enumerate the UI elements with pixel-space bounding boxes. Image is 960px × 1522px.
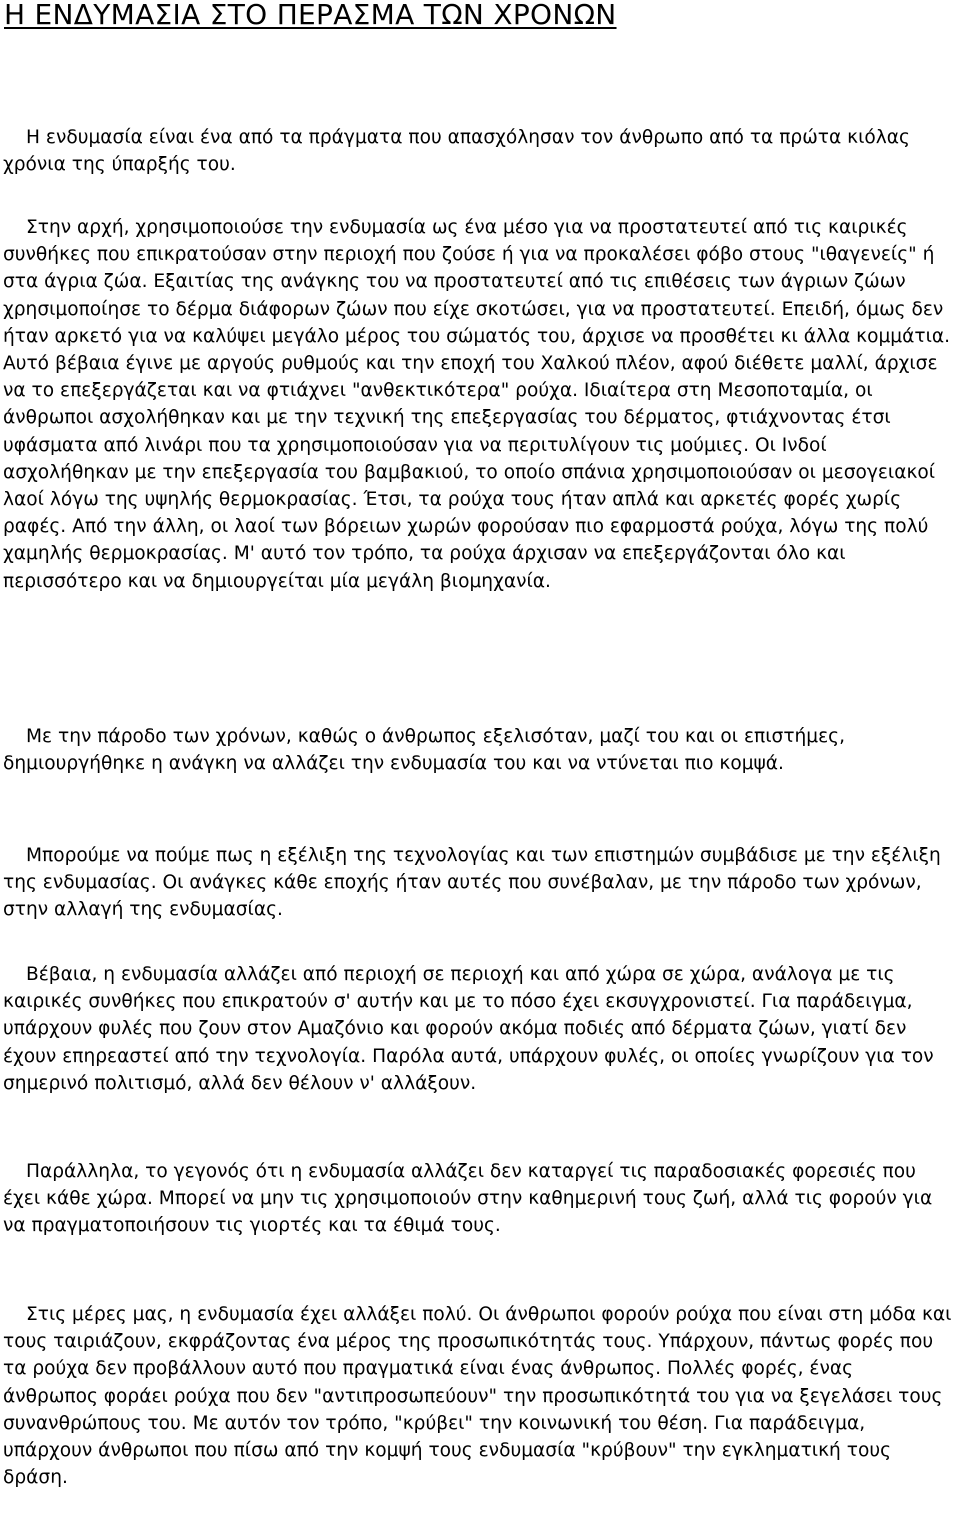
paragraph-traditional: Παράλληλα, το γεγονός ότι η ενδυμασία αλλάζει δεν καταργεί τις παραδοσιακές φορεσιές που έχει κάθε χώρα. Μπορεί να μην τις χρησιμοποιούν στην καθημερινή τους ζωή, αλλά τις φορούν για να πραγματοποιήσουν τις γιορτές και τα έθιμά τους. <box>3 1161 933 1237</box>
paragraph-intro: Η ενδυμασία είναι ένα από τα πράγματα που απασχόλησαν τον άνθρωπο από τα πρώτα κιόλας χρόνια της ύπαρξής του. <box>3 127 910 176</box>
document-title <box>4 0 744 32</box>
paragraph-technology: Μπορούμε να πούμε πως η εξέλιξη της τεχνολογίας και των επιστημών συμβάδισε με την εξέλιξη της ενδυμασίας. Οι ανάγκες κάθε εποχής ήταν αυτές που συνέβαλαν, με την πάροδο των χρόνων, στην αλλαγή της ενδυμασίας. <box>3 845 941 921</box>
paragraph-regions: Βέβαια, η ενδυμασία αλλάζει από περιοχή σε περιοχή και από χώρα σε χώρα, ανάλογα με τις καιρικές συνθήκες που επικρατούν σ' αυτήν και με το πόσο έχει εκσυγχρονιστεί. Για παράδειγμα, υπάρχουν φυλές που ζουν στον Αμαζόνιο και φορούν ακόμα ποδιές από δέρματα ζώων, γιατί δεν έχουν επηρεαστεί από την τεχνολογία. Παρόλα αυτά, υπάρχουν φυλές, οι οποίες γνωρίζουν για τον σημερινό πολιτισμό, αλλά δεν θέλουν ν' αλλάξουν. <box>3 964 934 1094</box>
paragraph-evolution: Με την πάροδο των χρόνων, καθώς ο άνθρωπος εξελισόταν, μαζί του και οι επιστήμες, δημιουργήθηκε η ανάγκη να αλλάζει την ενδυμασία του και να ντύνεται πιο κομψά. <box>3 726 845 775</box>
document-title-text: Η ΕΝΔΥΜΑΣΙΑ ΣΤΟ ΠΕΡΑΣΜΑ ΤΩΝ ΧΡΟΝΩΝ <box>4 0 617 31</box>
paragraph-history: Στην αρχή, χρησιμοποιούσε την ενδυμασία ως ένα μέσο για να προστατευτεί από τις καιρικές συνθήκες που επικρατούσαν στην περιοχή που ζούσε ή για να προκαλέσει φόβο στους "ιθαγενείς" ή στα άγρια ζώα. Εξαιτίας της ανάγκης του να προστατευτεί από τις επιθέσεις των άγριων ζώων χρησιμοποίησε το δέρμα διάφορων ζώων που είχε σκοτώσει, για να προστατευτεί. Επειδή, όμως δεν ήταν αρκετό για να καλύψει μεγάλο μέρος του σώματός του, άρχισε να προσθέτει κι άλλα κομμάτια. Αυτό βέβαια έγινε με αργούς ρυθμούς και την εποχή του Χαλκού πλέον, αφού διέθετε μαλλί, άρχισε να το επεξεργάζεται και να φτιάχνει "ανθεκτικότερα" ρούχα. Ιδιαίτερα στη Μεσοποταμία, οι άνθρωποι ασχολήθηκαν και με την τεχνική της επεξεργασίας του δέρματος, φτιάχνοντας έτσι υφάσματα από λινάρι που τα χρησιμοποιούσαν για να περιτυλίγουν τις μούμιες. Οι Ινδοί ασχολήθηκαν με την επεξεργασία του βαμβακιού, το οποίο σπάνια χρησιμοποιούσαν οι μεσογειακοί λαοί λόγω της υψηλής θερμοκρασίας. Έτσι, τα ρούχα τους ήταν απλά και αρκετές φορές χωρίς ραφές. Από την άλλη, οι λαοί των βόρειων χωρών φορούσαν πιο εφαρμοστά ρούχα, λόγω της πολύ χαμηλής θερμοκρασίας. Μ' αυτό τον τρόπο, τα ρούχα άρχισαν να επεξεργάζονται όλο και περισσότερο και να δημιουργείται μία μεγάλη βιομηχανία. <box>3 217 951 592</box>
paragraph-today: Στις μέρες μας, η ενδυμασία έχει αλλάξει πολύ. Οι άνθρωποι φορούν ρούχα που είναι στη μόδα και τους ταιριάζουν, εκφράζοντας ένα μέρος της προσωπικότητάς τους. Υπάρχουν, πάντως φορές που τα ρούχα δεν προβάλλουν αυτό που πραγματικά είναι ένας άνθρωπος. Πολλές φορές, ένας άνθρωπος φοράει ρούχα που δεν "αντιπροσωπεύουν" την προσωπικότητά του για να ξεγελάσει τους συνανθρώπους του. Με αυτόν τον τρόπο, "κρύβει" την κοινωνική του θέση. Για παράδειγμα, υπάρχουν άνθρωποι που πίσω από την κομψή τους ενδυμασία "κρύβουν" την εγκληματική τους δράση. <box>3 1304 952 1489</box>
